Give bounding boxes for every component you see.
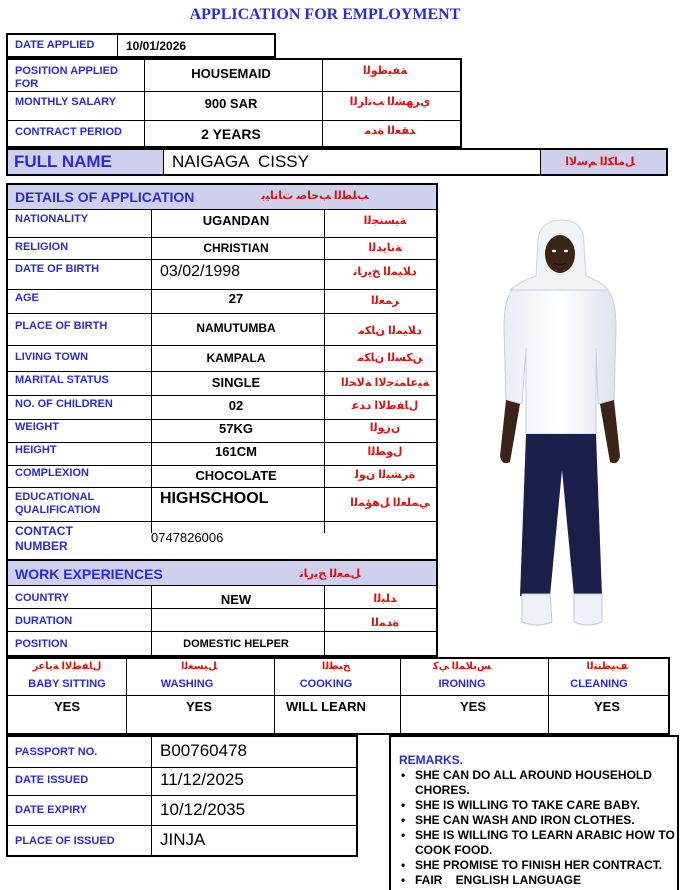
remark-item: • SHE IS WILLING TO TAKE CARE BABY.	[399, 798, 677, 813]
cleaning-value: YES	[593, 699, 620, 714]
work-heading: WORK EXPERIENCES	[15, 566, 163, 582]
details-heading-arabic: ﺐﻠﻄﻟﺍ ﺐﺣﺎﺻ ﺕﺎﻧﺎﻴﺑ	[261, 190, 369, 202]
date-issued-label: DATE ISSUED	[15, 774, 89, 786]
age-label: AGE	[15, 292, 39, 304]
ironing-arabic: ﺲﺑﻼﻤﻟﺍ ﻲﻛ	[432, 661, 492, 672]
remark-item: • SHE IS WILLING TO LEARN ARABIC HOW TO COOK FOOD.	[399, 828, 677, 858]
dob-value: 03/02/1998	[160, 263, 241, 280]
contact-number-label: CONTACT NUMBER	[15, 524, 73, 553]
education-arabic: ﻲﻤﻠﻌﻟﺍ ﻞﻫﺆﻤﻟﺍ	[350, 497, 430, 509]
marital-status-label: MARITAL STATUS	[15, 374, 109, 386]
passport-no-value: B00760478	[160, 741, 247, 760]
date-expiry-value: 10/12/2035	[160, 800, 246, 819]
baby-sitting-arabic: ﻝﺎﻔﻃﻻﺍ ﺔﻳﺎﻋﺭ	[32, 661, 102, 672]
education-label: EDUCATIONAL QUALIFICATION	[15, 491, 101, 516]
place-of-birth-value: NAMUTUMBA	[196, 321, 276, 335]
dob-arabic: ﺩﻼﻴﻤﻟﺍ ﺦﻳﺭﺎﺗ	[353, 266, 417, 278]
date-expiry-label: DATE EXPIRY	[15, 804, 88, 816]
cleaning-label: CLEANING	[570, 678, 628, 690]
nationality-value: UGANDAN	[202, 213, 270, 228]
living-town-label: LIVING TOWN	[15, 351, 89, 363]
complexion-label: COMPLEXION	[15, 467, 89, 479]
full-name-label: FULL NAME	[14, 152, 112, 171]
ironing-label: IRONING	[438, 678, 486, 690]
cooking-value: WILL LEARN	[286, 699, 366, 714]
nationality-arabic: ﺔﻴﺴﻨﺠﻟﺍ	[363, 215, 407, 227]
weight-label: WEIGHT	[15, 421, 59, 433]
position-applied-value: HOUSEMAID	[191, 66, 271, 81]
full-name-arabic: ﻞﻣﺎﻜﻟﺍ ﻢﺳﻻﺍ	[565, 156, 635, 168]
remark-item: • SHE CAN DO ALL AROUND HOUSEHOLD CHORES.	[399, 768, 677, 798]
remark-item: • SHE CAN WASH AND IRON CLOTHES.	[399, 813, 677, 828]
children-value: 02	[228, 398, 244, 413]
full-name-value: NAIGAGA CISSY	[172, 152, 309, 171]
dob-label: DATE OF BIRTH	[15, 263, 100, 275]
country-value: NEW	[220, 592, 252, 607]
age-arabic: ﺮﻤﻌﻟﺍ	[370, 295, 400, 307]
monthly-salary-label: MONTHLY SALARY	[15, 96, 117, 108]
duration-label: DURATION	[15, 615, 73, 627]
date-issued-value: 11/12/2025	[160, 770, 244, 789]
remarks-title: REMARKS.	[399, 753, 464, 767]
remark-item: • FAIR ENGLISH LANGUAGE	[399, 873, 677, 888]
work-position-value: DOMESTIC HELPER	[183, 638, 289, 650]
remark-item: • SHE PROMISE TO FINISH HER CONTRACT.	[399, 858, 677, 873]
height-label: HEIGHT	[15, 444, 57, 456]
remarks-box	[389, 735, 679, 890]
height-arabic: ﻝﻮﻄﻟﺍ	[367, 446, 403, 458]
complexion-arabic: ﺓﺮﺸﺒﻟﺍ ﻥﻮﻟ	[354, 469, 416, 481]
contract-period-arabic: ﺪﻘﻌﻟﺍ ﺓﺪﻣ	[364, 125, 416, 137]
monthly-salary-arabic: ﻱﺮﻬﺸﻟﺍ ﺐﺗﺍﺮﻟﺍ	[349, 96, 431, 108]
position-applied-label: POSITION APPLIED FOR	[15, 65, 118, 90]
place-of-birth-label: PLACE OF BIRTH	[15, 320, 108, 332]
height-value: 161CM	[215, 444, 257, 459]
country-label: COUNTRY	[15, 592, 69, 604]
remarks-list	[399, 768, 677, 888]
details-heading: DETAILS OF APPLICATION	[15, 189, 195, 205]
religion-arabic: ﺔﻧﺎﻳﺪﻟﺍ	[368, 242, 402, 254]
contract-period-label: CONTRACT PERIOD	[15, 126, 122, 138]
weight-arabic: ﻥﺯﻮﻟﺍ	[369, 422, 401, 434]
marital-status-value: SINGLE	[211, 375, 261, 390]
cooking-arabic: ﺦﺒﻄﻟﺍ	[321, 661, 351, 672]
cooking-label: COOKING	[299, 678, 353, 690]
washing-label: WASHING	[160, 678, 214, 690]
place-of-birth-arabic: ﺩﻼﻴﻤﻟﺍ ﻥﺎﻜﻣ	[358, 325, 422, 337]
age-value: 27	[228, 291, 244, 306]
living-town-value: KAMPALA	[206, 351, 266, 365]
religion-value: CHRISTIAN	[203, 241, 269, 255]
ironing-value: YES	[459, 699, 486, 714]
complexion-value: CHOCOLATE	[195, 468, 277, 483]
duration-arabic: ﺓﺪﻤﻟﺍ	[370, 617, 400, 629]
contract-period-value: 2 YEARS	[201, 126, 261, 142]
cleaning-arabic: ﻒﻴﻈﻨﺘﻟﺍ	[586, 661, 628, 672]
monthly-salary-value: 900 SAR	[204, 96, 258, 111]
page-title: APPLICATION FOR EMPLOYMENT	[189, 6, 461, 23]
nationality-label: NATIONALITY	[15, 213, 89, 225]
baby-sitting-label: BABY SITTING	[28, 678, 106, 690]
applicant-photo	[490, 218, 620, 630]
living-town-arabic: ﻦﻜﺴﻟﺍ ﻥﺎﻜﻣ	[357, 352, 423, 364]
work-position-label: POSITION	[15, 638, 68, 650]
passport-no-label: PASSPORT NO.	[15, 746, 98, 758]
contact-number-value: 0747826006	[151, 530, 224, 545]
work-heading-arabic: ﻞﻤﻌﻟﺍ ﺦﻳﺭﺎﺗ	[299, 568, 361, 580]
country-arabic: ﺪﻠﺒﻟﺍ	[373, 593, 397, 605]
children-arabic: ﻝﺎﻔﻃﻻﺍ ﺩﺪﻋ	[351, 400, 419, 412]
religion-label: RELIGION	[15, 241, 69, 253]
date-applied-label: DATE APPLIED	[15, 39, 95, 51]
weight-value: 57KG	[219, 421, 253, 436]
children-label: NO. OF CHILDREN	[15, 398, 113, 410]
date-applied-value: 10/01/2026	[126, 39, 187, 53]
education-value: HIGHSCHOOL	[160, 490, 269, 507]
baby-sitting-value: YES	[53, 699, 80, 714]
place-issued-value: JINJA	[160, 830, 206, 849]
marital-status-arabic: ﺔﻴﻋﺎﻤﺘﺟﻻﺍ ﺔﻟﺎﺤﻟﺍ	[340, 377, 430, 389]
washing-arabic: ﻞﻴﺴﻐﻟﺍ	[180, 661, 217, 672]
position-applied-arabic: ﺔﻔﻴﻇﻮﻟﺍ	[362, 65, 408, 77]
place-issued-label: PLACE OF ISSUED	[15, 835, 115, 847]
washing-value: YES	[185, 699, 212, 714]
